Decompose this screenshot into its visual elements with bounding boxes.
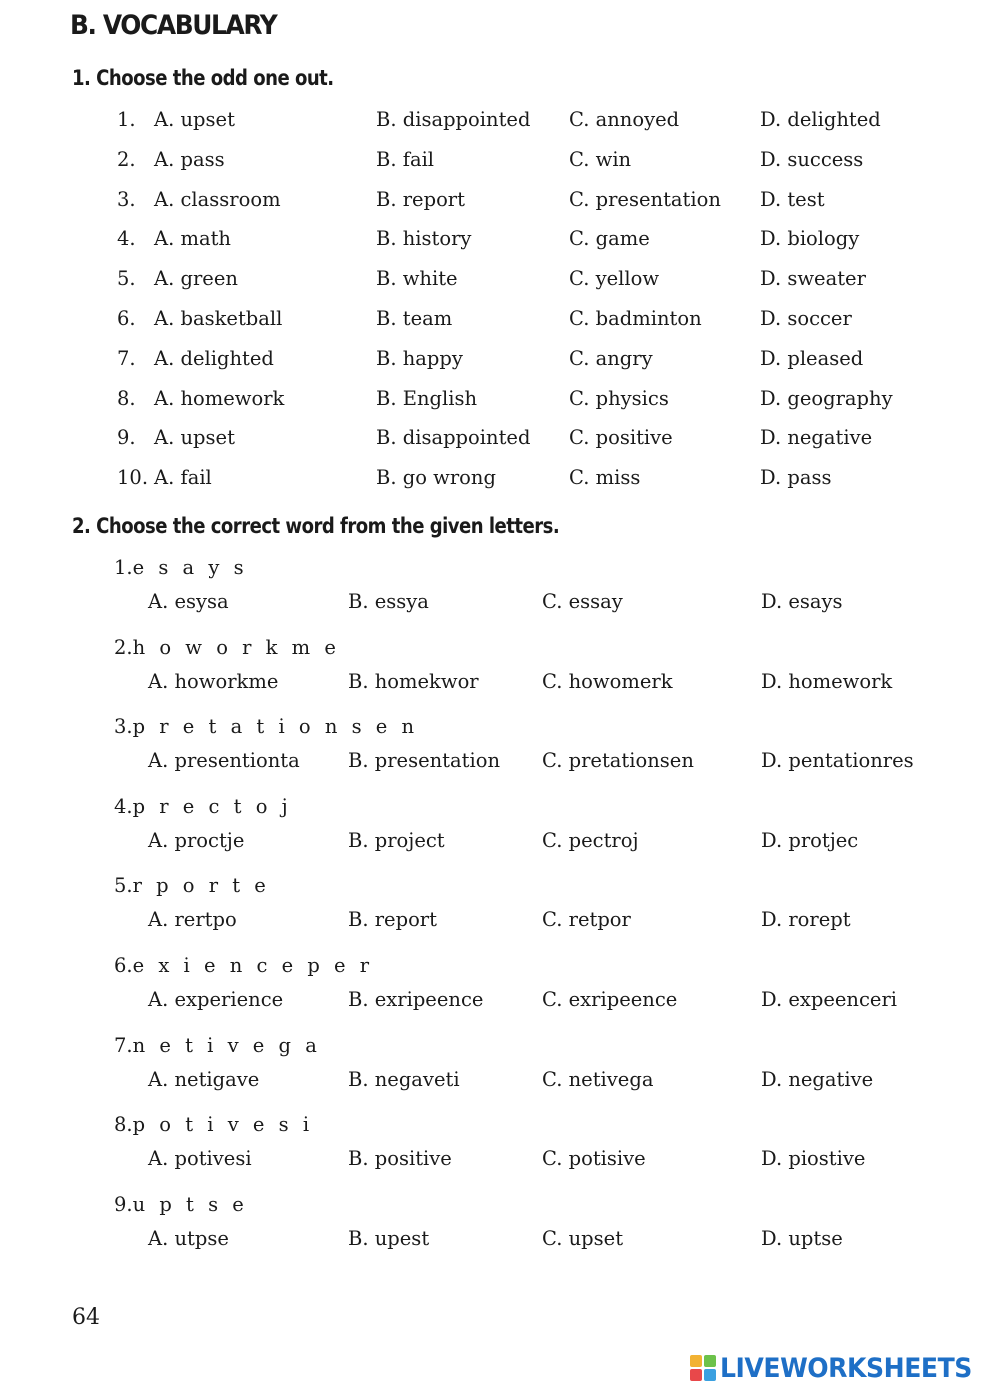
option-d[interactable]: D. homework xyxy=(761,669,893,693)
option-b[interactable]: B. project xyxy=(348,828,445,852)
section2-title: 2. Choose the correct word from the given letters. xyxy=(72,514,560,538)
question-number: 3. xyxy=(117,187,136,211)
option-c[interactable]: C. angry xyxy=(569,346,653,370)
odd-one-out-row xyxy=(0,347,900,377)
odd-one-out-row xyxy=(0,267,900,297)
word-scramble-question xyxy=(0,715,960,791)
option-d[interactable]: D. esays xyxy=(761,590,843,613)
option-a[interactable]: A. green xyxy=(154,267,238,291)
page-number: 64 xyxy=(72,1305,100,1330)
question-number: 1. xyxy=(117,108,136,131)
option-d[interactable]: D. sweater xyxy=(760,267,866,291)
option-c[interactable]: C. win xyxy=(569,147,632,171)
scrambled-letters: p r e c t o j xyxy=(132,794,292,818)
odd-one-out-row xyxy=(0,387,900,417)
option-b[interactable]: B. English xyxy=(376,386,478,410)
question-stem xyxy=(114,1034,321,1057)
scrambled-letters: p r e t a t i o n s e n xyxy=(132,715,419,739)
question-stem xyxy=(114,1113,313,1136)
question-number: 4. xyxy=(117,227,136,251)
option-b[interactable]: B. negaveti xyxy=(348,1067,460,1091)
option-b[interactable]: B. happy xyxy=(376,346,463,370)
option-a[interactable]: A. basketball xyxy=(154,307,283,330)
option-d[interactable]: D. success xyxy=(760,147,864,171)
option-b[interactable]: B. go wrong xyxy=(376,466,496,490)
word-scramble-question xyxy=(0,556,960,632)
word-scramble-question xyxy=(0,874,960,950)
option-c[interactable]: C. annoyed xyxy=(569,108,680,131)
question-number: 7. xyxy=(117,346,136,370)
question-number: 9. xyxy=(117,426,136,450)
option-b[interactable]: B. homekwor xyxy=(348,669,479,693)
option-a[interactable]: A. experience xyxy=(148,988,284,1011)
question-number: 2. xyxy=(117,147,136,171)
option-a[interactable]: A. upset xyxy=(154,426,235,450)
option-c[interactable]: C. exripeence xyxy=(542,988,678,1011)
option-c[interactable]: C. miss xyxy=(569,466,641,490)
option-a[interactable]: A. pass xyxy=(154,147,225,171)
word-scramble-question xyxy=(0,1193,960,1269)
option-a[interactable]: A. netigave xyxy=(148,1067,260,1091)
option-d[interactable]: D. pleased xyxy=(760,346,864,370)
option-c[interactable]: C. upset xyxy=(542,1226,624,1250)
logo-square xyxy=(690,1355,702,1367)
section1-title: 1. Choose the odd one out. xyxy=(72,66,334,90)
question-stem xyxy=(114,636,340,659)
odd-one-out-row xyxy=(0,148,900,178)
option-c[interactable]: C. potisive xyxy=(542,1147,646,1171)
option-a[interactable]: A. upset xyxy=(154,108,235,131)
option-d[interactable]: D. negative xyxy=(760,426,873,450)
option-d[interactable]: D. protjec xyxy=(761,828,859,852)
option-d[interactable]: D. expeenceri xyxy=(761,988,898,1011)
scrambled-letters: e x i e n c e p e r xyxy=(132,954,374,977)
question-number: 8. xyxy=(117,386,136,410)
scrambled-letters: r p o r t e xyxy=(132,874,270,898)
option-b[interactable]: B. essya xyxy=(348,590,429,613)
option-b[interactable]: B. disappointed xyxy=(376,108,531,131)
scrambled-letters: e s a y s xyxy=(132,556,248,579)
logo-square xyxy=(704,1369,716,1381)
option-b[interactable]: B. upest xyxy=(348,1226,430,1250)
option-c[interactable]: C. positive xyxy=(569,426,673,450)
question-number: 9. xyxy=(114,1192,133,1216)
option-b[interactable]: B. report xyxy=(348,908,437,932)
option-b[interactable]: B. report xyxy=(376,187,465,211)
option-a[interactable]: A. utpse xyxy=(148,1226,229,1250)
option-a[interactable]: A. esysa xyxy=(148,590,229,613)
question-stem xyxy=(114,715,418,738)
question-stem xyxy=(114,874,270,897)
question-stem xyxy=(114,1193,248,1216)
word-scramble-question xyxy=(0,1034,960,1110)
option-d[interactable]: D. pass xyxy=(760,466,832,490)
option-c[interactable]: C. howomerk xyxy=(542,669,673,693)
option-b[interactable]: B. white xyxy=(376,267,458,291)
option-d[interactable]: D. piostive xyxy=(761,1147,866,1171)
odd-one-out-row xyxy=(0,466,900,496)
question-number: 2. xyxy=(114,635,133,659)
odd-one-out-row xyxy=(0,426,900,456)
option-b[interactable]: B. fail xyxy=(376,147,435,171)
option-a[interactable]: A. math xyxy=(154,227,231,251)
option-c[interactable]: C. retpor xyxy=(542,908,631,932)
option-c[interactable]: C. pectroj xyxy=(542,828,639,852)
option-a[interactable]: A. fail xyxy=(154,466,212,490)
option-d[interactable]: D. uptse xyxy=(761,1226,843,1250)
option-d[interactable]: D. negative xyxy=(761,1067,874,1091)
question-number: 8. xyxy=(114,1113,133,1137)
question-number: 10. xyxy=(117,466,149,490)
odd-one-out-row xyxy=(0,227,900,257)
question-stem xyxy=(114,556,248,579)
scrambled-letters: u p t s e xyxy=(132,1192,248,1216)
option-b[interactable]: B. team xyxy=(376,307,453,330)
liveworksheets-logo xyxy=(690,1351,991,1385)
option-b[interactable]: B. presentation xyxy=(348,749,501,773)
option-a[interactable]: A. delighted xyxy=(154,346,274,370)
scrambled-letters: h o w o r k m e xyxy=(132,635,340,659)
question-number: 5. xyxy=(114,874,133,898)
option-a[interactable]: A. homework xyxy=(154,386,285,410)
option-c[interactable]: C. game xyxy=(569,227,650,251)
option-d[interactable]: D. test xyxy=(760,187,825,211)
option-b[interactable]: B. disappointed xyxy=(376,426,531,450)
word-scramble-question xyxy=(0,795,960,871)
word-scramble-question xyxy=(0,1113,960,1189)
option-c[interactable]: C. physics xyxy=(569,386,669,410)
option-d[interactable]: D. pentationres xyxy=(761,749,914,773)
scrambled-letters: p o t i v e s i xyxy=(132,1113,314,1137)
page-heading: B. VOCABULARY xyxy=(70,10,277,41)
logo-square xyxy=(690,1369,702,1381)
odd-one-out-row xyxy=(0,307,900,337)
option-c[interactable]: C. netivega xyxy=(542,1067,654,1091)
option-a[interactable]: A. classroom xyxy=(154,187,281,211)
question-number: 1. xyxy=(114,556,133,579)
question-number: 5. xyxy=(117,267,136,291)
option-a[interactable]: A. presentionta xyxy=(148,749,300,773)
option-c[interactable]: C. yellow xyxy=(569,267,660,291)
question-number: 7. xyxy=(114,1033,133,1057)
brand-text: LIVEWORKSHEETS xyxy=(720,1352,972,1384)
question-number: 6. xyxy=(114,954,133,977)
liveworksheets-icon xyxy=(690,1355,716,1381)
scrambled-letters: n e t i v e g a xyxy=(132,1033,321,1057)
word-scramble-question xyxy=(0,954,960,1030)
question-stem xyxy=(114,954,373,977)
option-c[interactable]: C. badminton xyxy=(569,307,702,330)
question-number: 4. xyxy=(114,794,133,818)
question-number: 3. xyxy=(114,715,133,739)
option-b[interactable]: B. positive xyxy=(348,1147,452,1171)
option-c[interactable]: C. essay xyxy=(542,590,623,613)
option-d[interactable]: D. rorept xyxy=(761,908,851,932)
option-b[interactable]: B. history xyxy=(376,227,472,251)
option-c[interactable]: C. presentation xyxy=(569,187,721,211)
question-stem xyxy=(114,795,292,818)
question-number: 6. xyxy=(117,307,136,330)
logo-square xyxy=(704,1355,716,1367)
option-a[interactable]: A. proctje xyxy=(148,828,245,852)
option-a[interactable]: A. potivesi xyxy=(148,1147,252,1171)
option-d[interactable]: D. biology xyxy=(760,227,860,251)
option-b[interactable]: B. exripeence xyxy=(348,988,484,1011)
option-a[interactable]: A. rertpo xyxy=(148,908,237,932)
option-d[interactable]: D. soccer xyxy=(760,307,852,330)
word-scramble-question xyxy=(0,636,960,712)
option-d[interactable]: D. delighted xyxy=(760,108,881,131)
option-d[interactable]: D. geography xyxy=(760,386,893,410)
odd-one-out-row xyxy=(0,108,900,138)
option-a[interactable]: A. howorkme xyxy=(148,669,279,693)
option-c[interactable]: C. pretationsen xyxy=(542,749,694,773)
odd-one-out-row xyxy=(0,188,900,218)
